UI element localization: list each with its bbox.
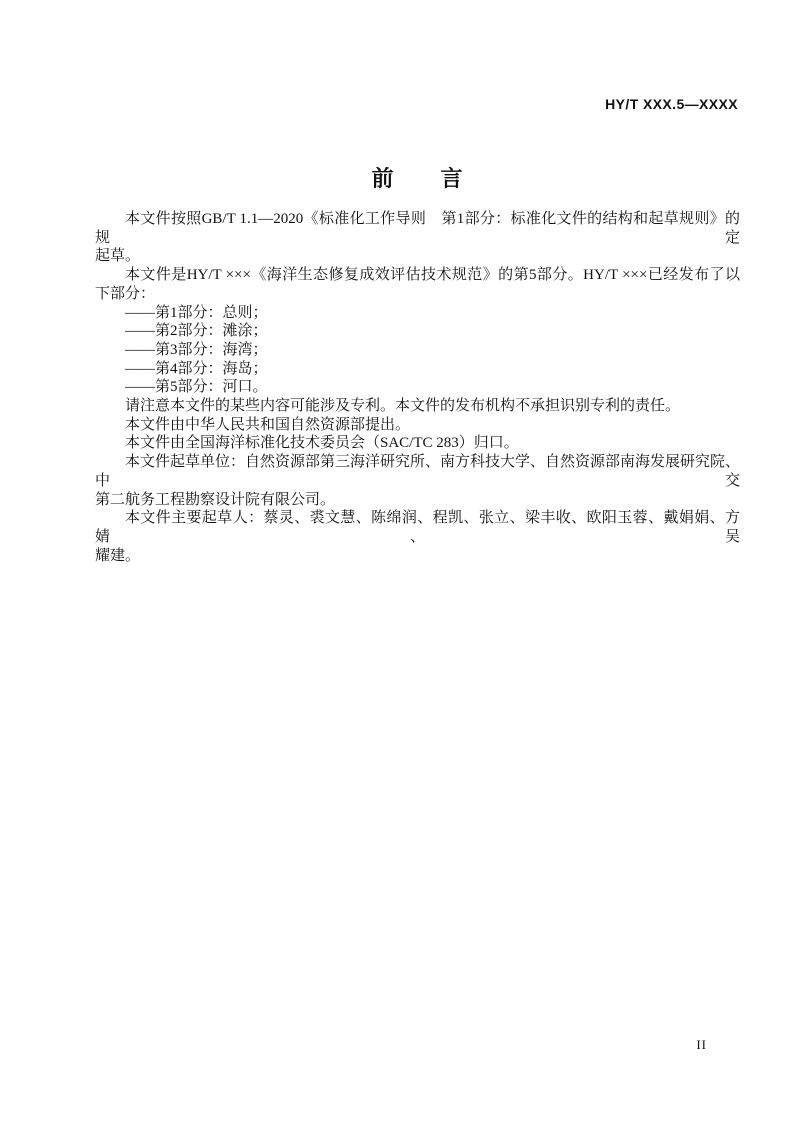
foreword-body [95, 210, 740, 565]
paragraph [95, 210, 740, 266]
text-line: ——第1部分：总则； [125, 304, 268, 321]
paragraph [95, 453, 740, 509]
text-line: 本文件按照GB/T 1.1—2020《标准化工作导则 第1部分：标准化文件的结构和起草规则》的规定 [95, 211, 740, 246]
paragraph [95, 304, 740, 323]
paragraph [95, 416, 740, 435]
paragraph [95, 322, 740, 341]
standard-code-header: HY/T XXX.5—XXXX [605, 96, 738, 112]
text-line: 本文件由中华人民共和国自然资源部提出。 [125, 416, 411, 433]
text-line: 起草。 [95, 248, 141, 265]
text-line: 下部分： [95, 285, 156, 302]
page-title: 前 言 [371, 166, 464, 191]
text-line: 请注意本文件的某些内容可能涉及专利。本文件的发布机构不承担识别专利的责任。 [125, 398, 681, 415]
paragraph [95, 266, 740, 303]
text-line: 耀建。 [95, 547, 141, 564]
text-line: ——第3部分：海湾； [125, 341, 268, 358]
paragraph [95, 341, 740, 360]
text-line: 本文件由全国海洋标准化技术委员会（SAC/TC 283）归口。 [125, 435, 519, 452]
paragraph [95, 434, 740, 453]
text-line: 本文件主要起草人：蔡灵、裘文慧、陈绵润、程凯、张立、梁丰收、欧阳玉蓉、戴娟娟、方婧、吴 [95, 510, 740, 545]
text-line: ——第2部分：滩涂； [125, 323, 268, 340]
paragraph [95, 397, 740, 416]
page-number: II [696, 1037, 707, 1052]
paragraph [95, 509, 740, 565]
paragraph [95, 360, 740, 379]
text-line: ——第4部分：海岛； [125, 360, 268, 377]
text-line: ——第5部分：河口。 [125, 379, 268, 396]
text-line: 第二航务工程勘察设计院有限公司。 [95, 491, 336, 508]
paragraph [95, 378, 740, 397]
text-line: 本文件是HY/T ×××《海洋生态修复成效评估技术规范》的第5部分。HY/T ×××已经发布了以 [125, 267, 740, 284]
text-line: 本文件起草单位：自然资源部第三海洋研究所、南方科技大学、自然资源部南海发展研究院、中交 [95, 454, 741, 489]
